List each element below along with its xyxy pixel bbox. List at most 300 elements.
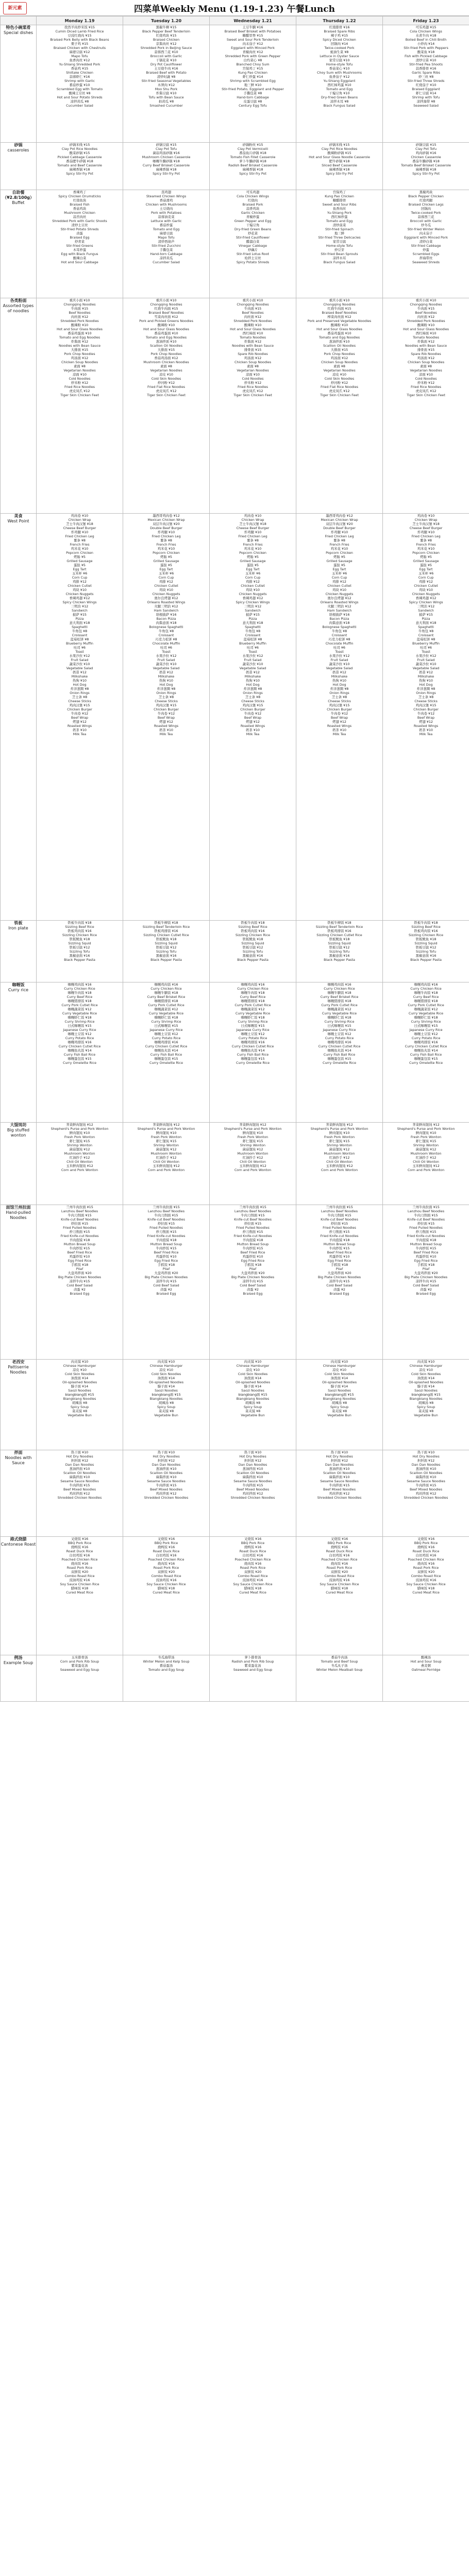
weekly-menu-table — [0, 16, 469, 1702]
dish-name: 砂锅豆腐 ¥15 — [156, 143, 177, 147]
menu-row — [1, 298, 469, 514]
dish-name-en: Tomato and Beef Casserole — [57, 163, 102, 167]
dish-name: 菌菇馄饨 ¥12 — [69, 1147, 90, 1151]
dish-name: 薯条 ¥8 — [420, 538, 432, 543]
dish-name-en: Curry Vegetable Rice — [322, 1011, 357, 1015]
dish-name-en: Popcorn Chicken — [66, 551, 93, 555]
dish-name-en: Chongqing Noodles — [150, 302, 182, 307]
dish-name: 玉米杯 ¥6 — [245, 571, 261, 575]
dish-name: 双层牛肉汉堡 ¥20 — [153, 522, 180, 526]
dish-name: 培根披萨 ¥16 — [329, 613, 350, 617]
dish-name-en: Twice-cooked Pork — [324, 46, 355, 50]
dish-item — [37, 248, 123, 256]
dish-name: 牛角包 ¥8 — [158, 629, 174, 633]
dish-name-en: Scallion Oil Noodles — [409, 1471, 443, 1475]
dish-item — [37, 929, 123, 937]
dish-item — [37, 1467, 123, 1475]
dish-item — [383, 613, 469, 621]
dish-name-en: Sesame Sauce Noodles — [60, 1479, 99, 1483]
dish-name: 炒青菜 — [74, 240, 85, 244]
dish-name: 薯条 ¥8 — [74, 538, 86, 543]
dish-item — [123, 1156, 209, 1164]
dish-name-en: Curry Potato Rice — [152, 1036, 181, 1040]
dish-item — [210, 256, 296, 264]
dish-name-en: Cold Skin Noodles — [411, 1372, 441, 1376]
dish-item — [123, 50, 209, 58]
dish-item — [37, 1562, 123, 1570]
dish-item — [210, 514, 296, 522]
dish-name-en: Fresh Pork Wonton — [324, 1135, 355, 1139]
dish-name-en: Roasted Wings — [327, 724, 352, 728]
dish-name: 牛肉卷 ¥12 — [417, 711, 435, 716]
dish-name-en: Chicken Wrap — [241, 518, 264, 522]
menu-cell — [37, 1655, 123, 1702]
dish-item — [37, 75, 123, 83]
dish-name: 手撕包菜 ¥8 — [243, 91, 262, 95]
dish-name-en: Tiger Skin Chicken Feet — [147, 393, 186, 397]
dish-name-en: Poached Chicken Rice — [321, 1557, 358, 1562]
dish-name: 排骨面 ¥15 — [417, 348, 435, 352]
menu-cell — [296, 1123, 383, 1205]
dish-item — [123, 514, 209, 522]
dish-name-en: Soy Sauce Chicken Rice — [146, 1582, 186, 1586]
dish-item — [296, 1409, 382, 1417]
dish-name: 胡辣汤 ¥8 — [331, 1401, 347, 1405]
dish-name-en: Hand-torn Cabbage — [237, 95, 269, 99]
dish-name: 鸡米花 ¥10 — [244, 547, 262, 551]
dish-name-en: Biangbiang Noodles — [63, 1397, 96, 1401]
menu-cell — [210, 982, 296, 1123]
dish-item — [296, 167, 382, 176]
dish-name-en: Fried Chicken Leg — [411, 534, 441, 538]
dish-item — [296, 1024, 382, 1032]
dish-name: 牛肉面 ¥15 — [417, 307, 435, 311]
dish-name: 咖喱鸡排饭 ¥16 — [68, 1040, 92, 1044]
dish-name-en: Spicy Diced Chicken — [323, 38, 356, 42]
dish-name: 炒刀削面 ¥15 — [415, 1230, 437, 1234]
dish-name-en: Stir-fried Potato Shreds — [60, 227, 99, 231]
dish-item — [37, 679, 123, 687]
dish-name-en: Clay Pot Tofu — [415, 147, 437, 151]
dish-name: 兰州牛肉拉面 ¥15 — [326, 1205, 353, 1209]
dish-item — [383, 381, 469, 389]
dish-name-en: Bacon Pizza — [329, 617, 349, 621]
dish-item — [37, 42, 123, 50]
dish-name-en: Eggplant with Minced Pork — [231, 46, 275, 50]
dish-item — [123, 372, 209, 381]
dish-item — [123, 1238, 209, 1246]
dish-name: 肉丝面 ¥12 — [71, 315, 89, 319]
dish-name: 薯条 ¥8 — [247, 538, 259, 543]
dish-name-en: Fried Knife-cut Noodles — [233, 1234, 272, 1238]
dish-name: 凉面 ¥10 — [418, 372, 433, 377]
dish-name: 重庆小面 ¥10 — [415, 298, 437, 302]
menu-cell — [210, 921, 296, 982]
dish-name: 巧克力松饼 ¥8 — [155, 637, 177, 641]
dish-name-en: Pilaf — [162, 1267, 170, 1271]
dish-name: 鲜肉馄饨 ¥10 — [156, 1131, 177, 1135]
dish-name: 手抓饭 ¥18 — [330, 1263, 348, 1267]
dish-item — [383, 646, 469, 654]
dish-name-en: Mushroom Wonton — [410, 1151, 442, 1156]
dish-name-en: Spicy Stir-fry Pot — [412, 172, 440, 176]
dish-name-en: Grilled Sausage — [240, 559, 266, 563]
dish-name-en: Curry Vegetable Rice — [408, 1011, 444, 1015]
dish-item — [123, 307, 209, 315]
dish-name: 蚝油生菜 ¥8 — [330, 50, 349, 54]
dish-name: 鸡肉卷 ¥10 — [71, 514, 89, 518]
dish-item — [37, 1015, 123, 1024]
dish-item — [296, 1131, 382, 1139]
dish-item — [383, 1537, 469, 1545]
dish-item — [296, 364, 382, 372]
dish-name: 热狗 ¥10 — [245, 679, 260, 683]
dish-item — [37, 348, 123, 356]
dish-item — [37, 1401, 123, 1409]
menu-cell — [123, 1123, 210, 1205]
category-cell — [1, 190, 37, 298]
menu-row — [1, 190, 469, 298]
dish-name-en: Black Pepper Pasta — [150, 958, 182, 962]
dish-name-en: Eggplant with Minced Pork — [404, 235, 448, 240]
dish-item — [210, 1147, 296, 1156]
menu-cell — [383, 1537, 469, 1655]
dish-name-en: Cold Beef Salad — [326, 1283, 353, 1287]
menu-cell — [123, 514, 210, 921]
dish-name: 炒藕片 — [247, 248, 258, 252]
dish-item — [123, 248, 209, 256]
dish-item — [123, 954, 209, 962]
dish-name: 凉拌牛肉 ¥15 — [329, 1279, 350, 1283]
dish-name-en: Dan Dan Noodles — [65, 1463, 94, 1467]
dish-name-en: Cold Skin Noodles — [151, 1372, 181, 1376]
dish-item — [37, 1246, 123, 1255]
dish-name: 凉皮 ¥10 — [159, 372, 173, 377]
dish-name-en: Fried Pulled Noodles — [236, 1226, 270, 1230]
dish-item — [296, 1205, 382, 1213]
dish-name-en: Beef Mixed Noodles — [323, 1487, 356, 1492]
dish-name-en: Fresh Pork Wonton — [150, 1135, 182, 1139]
menu-cell — [123, 298, 210, 514]
dish-item — [123, 982, 209, 991]
dish-name-en: Stir-fried Lotus Root — [236, 252, 270, 256]
dish-name: 土豆牛腩 ¥16 — [242, 25, 263, 29]
dish-item — [383, 1492, 469, 1500]
menu-row — [1, 982, 469, 1123]
dish-name: 葱油拌面 ¥10 — [329, 1467, 350, 1471]
dish-item — [210, 1024, 296, 1032]
dish-item — [37, 1024, 123, 1032]
dish-name: 鸡块 ¥10 — [159, 588, 173, 592]
menu-cell — [210, 514, 296, 921]
dish-name-en: Fried Knife-cut Noodles — [147, 1234, 186, 1238]
dish-item — [383, 151, 469, 159]
dish-item — [37, 1205, 123, 1213]
dish-item — [383, 33, 469, 42]
dish-item — [210, 613, 296, 621]
dish-name-en: Shredded Chicken Noodles — [317, 1496, 362, 1500]
dish-item — [383, 929, 469, 937]
dish-name: 咖喱虾仁饭 ¥18 — [241, 1015, 265, 1020]
dish-item — [296, 945, 382, 954]
dish-name-en: Stir-fried Winter Melon — [407, 227, 445, 231]
dish-name-en: Chocolate Muffin — [325, 641, 354, 646]
dish-item — [383, 1655, 469, 1664]
dish-item — [123, 223, 209, 231]
dish-name: 咖喱猪排饭 ¥18 — [414, 999, 438, 1003]
dish-name: 大盘鸡拌面 ¥20 — [327, 1271, 351, 1275]
menu-cell — [383, 25, 469, 143]
dish-item — [37, 256, 123, 264]
dish-item — [123, 99, 209, 108]
dish-item — [210, 937, 296, 945]
dish-name: 炸酱豆腐 ¥10 — [156, 91, 177, 95]
dish-item — [296, 1475, 382, 1483]
dish-item — [210, 66, 296, 75]
dish-item — [383, 588, 469, 596]
dish-item — [37, 522, 123, 530]
dish-name: 蛋挞 ¥5 — [333, 563, 345, 567]
dish-name-en: Chicken with Mushrooms — [145, 202, 187, 207]
dish-name: 咖喱猪排饭 ¥18 — [68, 999, 92, 1003]
dish-name-en: Cured Meat Rice — [66, 1590, 93, 1595]
dish-name-en: Big Plate Chicken Noodles — [58, 1275, 102, 1279]
dish-name-en: Sandwich — [418, 608, 434, 613]
dish-name: 肉夹馍 ¥10 — [71, 1360, 89, 1364]
dish-item — [383, 1024, 469, 1032]
dish-item — [383, 1586, 469, 1595]
dish-item — [383, 356, 469, 364]
dish-name-en: Double Beef Burger — [150, 526, 182, 530]
dish-item — [383, 198, 469, 207]
dish-name: 蒜苔肉丝 — [73, 215, 87, 219]
dish-name-en: Beef Wrap — [330, 716, 348, 720]
dish-name-en: Fried Flat Rice Noodles — [321, 385, 358, 389]
dish-item — [383, 1131, 469, 1139]
dish-name-en: Sizzling Beef Rice — [411, 925, 441, 929]
dish-name: 醋溜白菜 — [246, 240, 260, 244]
dish-name-en: Cold Beef Salad — [66, 1283, 93, 1287]
category-name: 老西安 — [12, 1360, 25, 1364]
dish-item — [210, 159, 296, 167]
dish-name-en: Shredded Pork with Green Pepper — [225, 54, 281, 58]
dish-name-en: Scallion Oil Noodles — [236, 1471, 270, 1475]
dish-name-en: BBQ Pork Rice — [241, 1541, 265, 1545]
dish-item — [123, 588, 209, 596]
dish-name-en: Pilaf — [76, 1267, 83, 1271]
dish-name-en: Black Pepper Pasta — [410, 958, 442, 962]
dish-name-en: Milkshake — [244, 674, 261, 679]
dish-name-en: Milk Tea — [73, 732, 87, 736]
dish-name: 奶昔 ¥12 — [418, 670, 433, 674]
dish-name: 炸鸡腿 ¥10 — [71, 530, 89, 534]
dish-name-en: Oatmeal Porridge — [411, 1668, 441, 1672]
menu-cell — [123, 982, 210, 1123]
dish-name: 黑椒意面 ¥16 — [69, 954, 90, 958]
dish-name-en: Knife-cut Beef Noodles — [147, 1217, 185, 1222]
menu-cell — [210, 143, 296, 190]
dish-item — [383, 1015, 469, 1024]
dish-item — [383, 25, 469, 33]
dish-name-en: Cumin Diced Lamb Fried Rice — [55, 29, 104, 33]
dish-item — [296, 530, 382, 538]
dish-name: 番茄鱼片砂锅 ¥18 — [239, 151, 266, 155]
dish-item — [210, 703, 296, 711]
dish-name-en: Braised Beef Brisket with Potatoes — [224, 29, 281, 33]
dish-name: 肉夹馍 ¥10 — [417, 1360, 435, 1364]
dish-name-en: Pork Chop Noodles — [64, 352, 95, 356]
dish-item — [37, 207, 123, 215]
category-name-en: Buffet — [12, 200, 25, 205]
dish-item — [37, 1123, 123, 1131]
menu-cell — [383, 1655, 469, 1702]
dish-name: 肉丝面 ¥12 — [417, 315, 435, 319]
dish-item — [296, 538, 382, 547]
dish-name: 葱油拌面 ¥10 — [242, 1467, 263, 1471]
dish-name: 肉夹馍 ¥10 — [330, 1360, 348, 1364]
dish-name: biangbiang面 ¥15 — [238, 1393, 267, 1397]
dish-name: 臊子面 ¥14 — [157, 1384, 175, 1388]
dish-name-en: Tomato and Egg Soup — [148, 1668, 185, 1672]
dish-item — [210, 58, 296, 66]
dish-name: 玉米鲜肉馄饨 ¥12 — [412, 1164, 440, 1168]
dish-name-en: Sizzling Squid — [155, 941, 178, 945]
dish-item — [210, 621, 296, 629]
dish-name: 水果沙拉 ¥12 — [156, 654, 177, 658]
menu-cell — [296, 25, 383, 143]
dish-name: 卤蛋 — [76, 231, 83, 235]
dish-name-en: Knife-cut Beef Noodles — [234, 1217, 272, 1222]
dish-name: 叉烧饭 ¥16 — [244, 1537, 262, 1541]
dish-name: 薯条 ¥8 — [160, 538, 172, 543]
dish-name: 鸡块 ¥10 — [72, 588, 87, 592]
dish-name: 鸡丝拌面 ¥12 — [329, 1492, 350, 1496]
menu-cell — [383, 1205, 469, 1360]
dish-item — [37, 1238, 123, 1246]
dish-name-en: Braised Egg — [70, 1292, 90, 1296]
menu-cell — [37, 298, 123, 514]
logo-text: 新元素 — [8, 6, 22, 11]
dish-item — [210, 1368, 296, 1376]
dish-item — [210, 728, 296, 736]
dish-item — [383, 937, 469, 945]
dish-name-en: Sizzling Squid — [68, 941, 91, 945]
dish-item — [210, 1450, 296, 1459]
dish-name: 油泼面 ¥14 — [330, 1376, 348, 1380]
dish-name: 咖喱蛋包饭 ¥15 — [241, 1057, 265, 1061]
dish-name-en: Saozi Noodles — [328, 1388, 351, 1393]
dish-item — [383, 954, 469, 962]
dish-item — [296, 1483, 382, 1492]
dish-item — [383, 83, 469, 91]
dish-name-en: Shrimp with Scrambled Egg — [230, 79, 276, 83]
dish-name: 鸡汤面 ¥12 — [330, 356, 348, 360]
dish-item — [383, 1147, 469, 1156]
dish-name: 奶茶 ¥10 — [72, 728, 87, 732]
dish-name: 麻酱拌面 ¥10 — [242, 1475, 263, 1479]
dish-item — [123, 1553, 209, 1562]
dish-item — [37, 538, 123, 547]
dish-name-en: Curry Beef Brisket Rice — [147, 995, 186, 999]
dish-name-en: Fried Rice Noodles — [237, 385, 269, 389]
dish-name-en: Seaweed and Egg Soup — [233, 1668, 273, 1672]
dish-name: 鸡肉汉堡 ¥15 — [329, 703, 350, 707]
dish-name: 凉皮 ¥10 — [332, 1368, 346, 1372]
dish-name: 素面 ¥8 — [160, 364, 172, 368]
dish-name: 蔬菜沙拉 ¥10 — [156, 662, 177, 666]
dish-name: 家常豆腐 — [332, 240, 346, 244]
dish-name-en: Popcorn Chicken — [153, 551, 180, 555]
dish-item — [296, 1287, 382, 1296]
dish-name: 砂锅豆腐 ¥15 — [415, 143, 437, 147]
dish-item — [210, 1139, 296, 1147]
dish-item — [383, 1213, 469, 1222]
dish-name: 鲜肉馄饨 ¥10 — [69, 1131, 90, 1135]
dish-item — [37, 637, 123, 646]
dish-item — [123, 1205, 209, 1213]
dish-item — [37, 1393, 123, 1401]
dish-name: 葱油拌面 ¥10 — [415, 1467, 437, 1471]
dish-name: 烧鸭饭 ¥16 — [417, 1545, 435, 1549]
dish-name: 干煸豆角 — [246, 223, 260, 227]
menu-cell — [383, 1450, 469, 1537]
dish-name: 栗子鸡 ¥15 — [71, 42, 89, 46]
dish-name-en: Spicy Chicken Wings — [62, 600, 97, 604]
dish-name: 豉油鸡饭 ¥16 — [156, 1578, 177, 1582]
dish-item — [296, 42, 382, 50]
dish-name-en: Chicken Nuggets — [152, 592, 180, 596]
dish-name-en: Toast — [248, 650, 257, 654]
dish-name: 腊味饭 ¥18 — [71, 1586, 89, 1590]
dish-name-en: Knife-cut Beef Noodles — [407, 1217, 445, 1222]
dish-name-en: Beef Fried Rice — [154, 1250, 179, 1255]
dish-item — [210, 604, 296, 613]
menu-cell — [383, 1360, 469, 1450]
dish-name: 蓝莓松饼 ¥8 — [70, 637, 89, 641]
dish-name: 咖喱牛腩砂锅 ¥18 — [153, 159, 180, 163]
dish-item — [210, 389, 296, 397]
dish-name-en: Hot and Sour Soup — [410, 1659, 442, 1664]
dish-name: 热狗 ¥10 — [418, 679, 433, 683]
dish-name: 麻辣香锅 ¥18 — [69, 167, 90, 172]
dish-name: 薯条 ¥8 — [333, 538, 345, 543]
dish-item — [296, 248, 382, 256]
dish-item — [296, 1032, 382, 1040]
dish-name-en: Sliced Beef Casserole — [322, 163, 357, 167]
dish-name-en: French Fries — [70, 543, 90, 547]
dish-name-en: Spicy Stir-fry Pot — [153, 172, 180, 176]
dish-name-en: Saozi Noodles — [241, 1388, 264, 1393]
dish-item — [123, 1586, 209, 1595]
menu-cell — [383, 982, 469, 1123]
dish-name-en: Stir-fried Cauliflower — [236, 235, 270, 240]
dish-name-en: Vegetable Bun — [154, 1413, 178, 1417]
dish-name: 炒米粉 ¥12 — [71, 381, 89, 385]
dish-name: 炸鸡腿 ¥10 — [417, 530, 435, 534]
dish-name-en: Curry Shrimp Rice — [64, 1020, 95, 1024]
dish-name: 吐司 ¥6 — [160, 646, 172, 650]
dish-name-en: Roasted Wings — [413, 724, 439, 728]
dish-name-en: Egg Fried Rice — [241, 1259, 265, 1263]
dish-name: 肉酱意面 ¥18 — [329, 621, 350, 625]
dish-item — [210, 929, 296, 937]
dish-name: 热狗 ¥10 — [72, 679, 87, 683]
dish-name-en: Oil-splashed Noodles — [322, 1380, 357, 1384]
dish-item — [123, 687, 209, 695]
dish-name-en: French Fries — [416, 543, 436, 547]
dish-item — [296, 728, 382, 736]
dish-name: 热狗 ¥10 — [159, 679, 173, 683]
